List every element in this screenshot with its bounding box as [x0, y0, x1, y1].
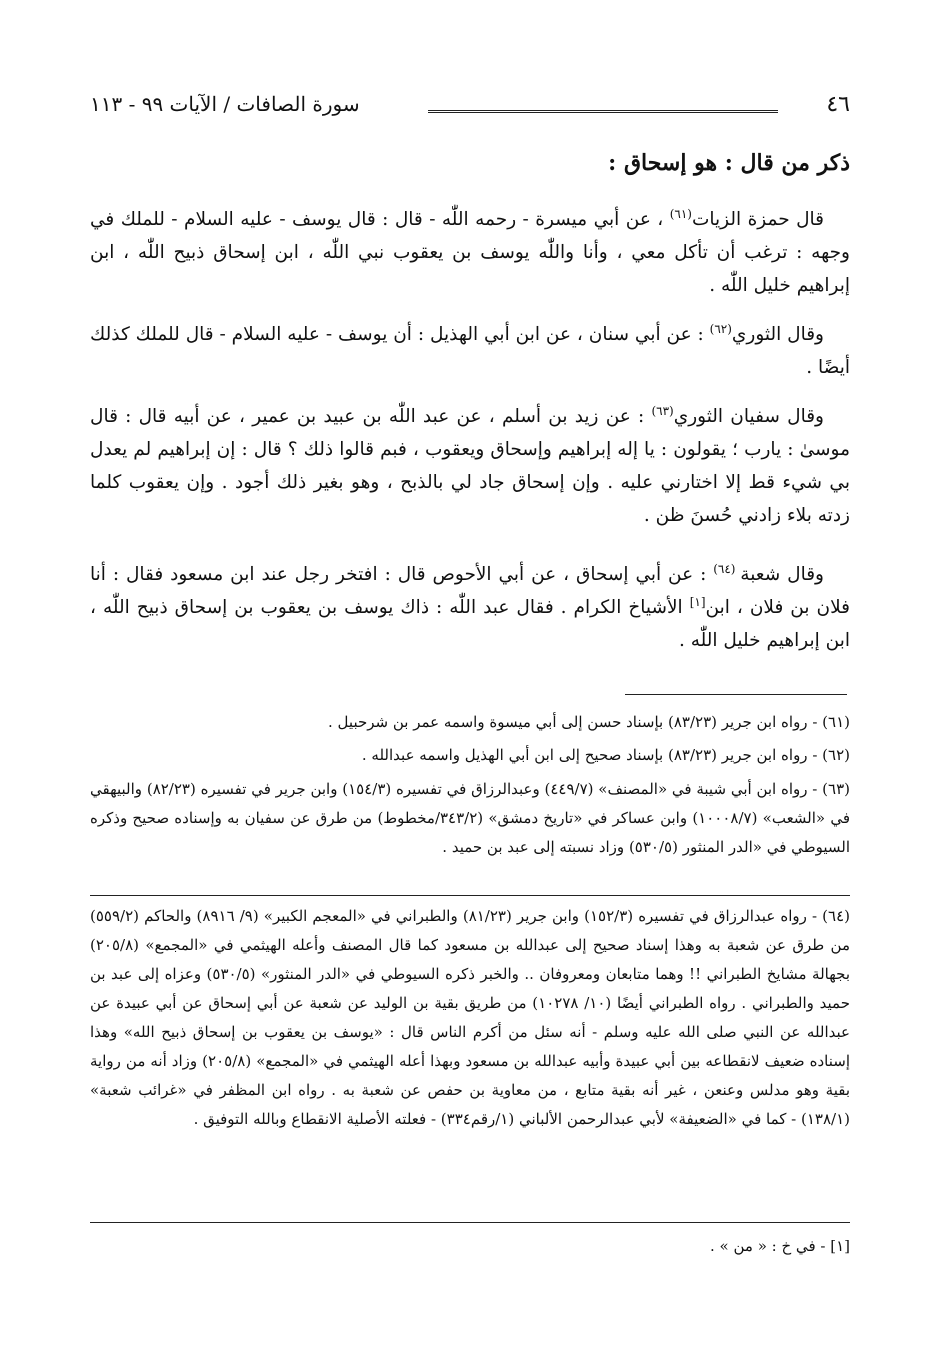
footnote-ref-63[interactable]: (٦٣) — [651, 403, 674, 418]
footnote-ref-64[interactable]: (٦٤) — [713, 561, 741, 576]
footnote-text: (٦١) - رواه ابن جرير (٨٣/٢٣) بإسناد حسن إلى أبي ميسوة واسمه عمر بن شرحبيل . — [328, 713, 850, 731]
footnote-63 — [90, 775, 850, 862]
paragraph-text: : عن زيد بن أسلم ، عن عبد اللّٰه بن عبيد بن عمير ، عن أبيه قال : قال موسىٰ : يارب ؛ يقولون : يا إله إبراهيم وإسحاق ويعقوب ، فبم قالوا ذلك ؟ قال : إن إبراهيم لم يعدل بي شيء قط إلا اختارني عليه . وإن إسحاق جاد لي بالذبح ، وهو بغير ذلك أجود . وإن يعقوب كلما زدته بلاء زادني حُسنَ ظن . — [90, 406, 850, 526]
footnote-separator — [90, 1222, 850, 1223]
paragraph-text: : عن أبي إسحاق ، عن أبي الأحوص قال : افتخر رجل عند ابن مسعود فقال : أنا فلان بن فلان ، ابن — [90, 564, 850, 618]
footnote-64 — [90, 902, 850, 1134]
footnote-62 — [90, 741, 850, 770]
narrator: وقال الثوري — [731, 324, 824, 345]
paragraph-2 — [90, 318, 850, 384]
running-title: سورة الصافات / الآيات ٩٩ - ١١٣ — [90, 92, 360, 116]
paragraph-text: الأشياخ الكرام . فقال عبد اللّٰه : ذاك يوسف بن يعقوب بن إسحاق ذبيح اللّٰه ، ابن إبراهيم خليل اللّٰه . — [90, 597, 850, 651]
narrator: وقال شعبة — [740, 564, 824, 585]
footnote-separator — [90, 895, 850, 896]
footnote-text: (٦٣) - رواه ابن أبي شيبة في «المصنف» (٤٤٩/٧) وعبدالرزاق في تفسيره (١٥٤/٣) وابن جرير في تفسيره (٨٢/٢٣) والبيهقي في «الشعب» (١٠٠٠٨/٧) وابن عساكر في «تاريخ دمشق» (٣٤٣/٢/مخطوط) من طرق عن سفيان به وإسناده صحيح وذكره السيوطي في «الدر المنثور (٥٣٠/٥) وزاد نسبته إلى عبد بن حميد . — [90, 780, 851, 856]
page-header — [90, 88, 850, 128]
footnote-text: (٦٤) - رواه عبدالرزاق في تفسيره (١٥٢/٣) وابن جرير (٨١/٢٣) والطبراني في «المعجم الكبير» (٩/ ٨٩١٦) والحاكم (٥٥٩/٢) من طرق عن شعبة به وهذا إسناد صحيح إلى عبدالله بن مسعود كما قال المصنف وأعله الهيثمي في «المجمع» (٢٠٥/٨) بجهالة مشايخ الطبراني !! وهما متابعان ومعروفان .. والخبر ذكره السيوطي في «الدر المنثور» (٥٣٠/٥) وعزاه إلى عبد بن حميد والطبراني . رواه الطبراني أيضًا (١٠/ ١٠٢٧٨) من طريق بقية بن الوليد عن شعبة عن أبي إسحاق عن أبي عبيدة عن عبدالله عن النبي صلى الله عليه وسلم - أنه سئل من أكرم الناس قال : «يوسف بن يعقوب بن إسحاق ذبيح الله» وهذا إسناده ضعيف لانقطاعه بين أبي عبيدة وأبيه عبدالله بن مسعود وبهذا أعله الهيثمي في «المجمع» (٢٠٥/٨) وزاد أنه من رواية بقية وهو مدلس وعنعن ، غير أنه بقية متابع ، من معاوية بن حفص عن شعبة به . رواه ابن المظفر في «غرائب شعبة» (١٣٨/١) - كما في «الضعيفة» لأبي عبدالرحمن الألباني (١/رقم٣٣٤) - فعلته الأصلية الانقطاع وبالله التوفيق . — [90, 907, 851, 1128]
footnote-text: [١] - في خ : « من » . — [710, 1237, 850, 1255]
paragraph-text: : عن أبي سنان ، عن ابن أبي الهذيل : أن يوسف - عليه السلام - قال للملك كذلك أيضًا . — [90, 324, 850, 378]
header-rule — [428, 110, 778, 113]
paragraph-4 — [90, 558, 850, 657]
section-heading: ذكر من قال : هو إسحاق : — [608, 150, 850, 176]
editor-note-1 — [90, 1232, 850, 1261]
narrator: وقال سفيان الثوري — [673, 406, 824, 427]
footnote-text: (٦٢) - رواه ابن جرير (٨٣/٢٣) بإسناد صحيح إلى ابن أبي الهذيل واسمه عبدالله . — [361, 746, 850, 764]
paragraph-1 — [90, 203, 850, 302]
narrator: قال حمزة الزيات — [691, 209, 824, 230]
footnote-ref-62[interactable]: (٦٢) — [709, 321, 732, 336]
paragraph-text: ، عن أبي ميسرة - رحمه اللّٰه - قال : قال يوسف - عليه السلام - للملك في وجهه : ترغب أن تأكل معي ، وأنا واللّٰه يوسف بن يعقوب نبي اللّٰه ، ابن إسحاق ذبيح اللّٰه ، ابن إبراهيم خليل اللّٰه . — [90, 209, 850, 296]
footnote-rule — [625, 694, 847, 695]
footnote-ref-61[interactable]: (٦١) — [669, 206, 692, 221]
editor-note-ref-1[interactable]: [١] — [689, 594, 706, 609]
page-number: ٤٦ — [826, 92, 850, 117]
paragraph-3 — [90, 400, 850, 532]
footnote-61 — [90, 708, 850, 737]
